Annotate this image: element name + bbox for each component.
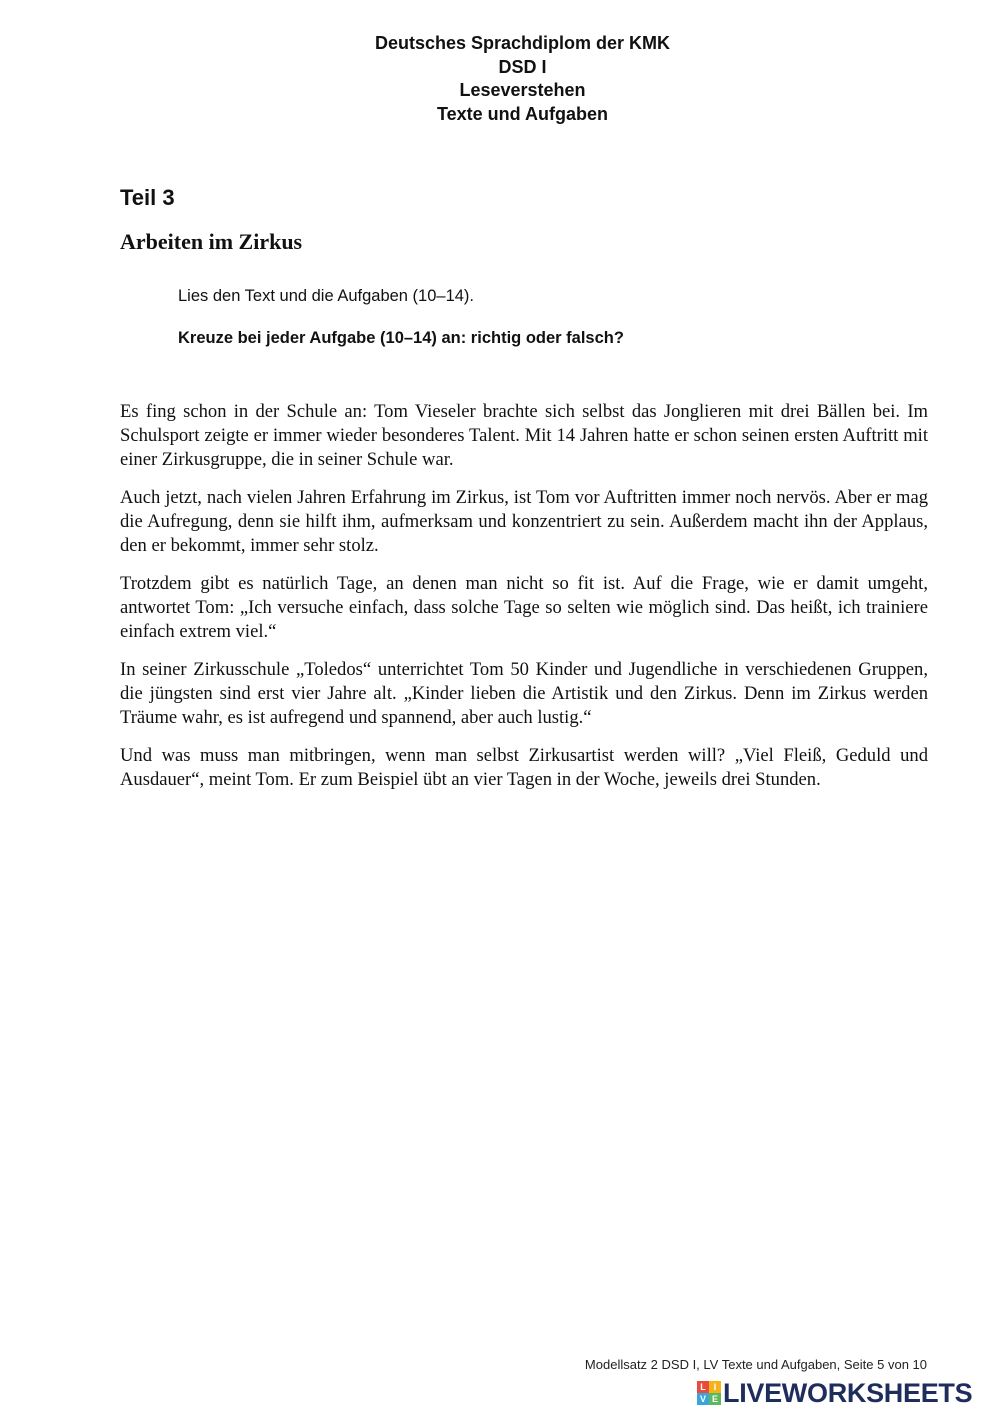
page-footer: Modellsatz 2 DSD I, LV Texte und Aufgaben, Seite 5 von 10 xyxy=(584,1357,927,1372)
logo-letter: I xyxy=(709,1381,721,1393)
document-header xyxy=(0,32,1000,126)
paragraph: Auch jetzt, nach vielen Jahren Erfahrung im Zirkus, ist Tom vor Auftritten immer noch nervös. Aber er mag die Aufregung, denn sie hilft ihm, aufmerksam und konzentriert zu sein. Außerdem macht ihn der Applaus, den er bekommt, immer sehr stolz. xyxy=(120,487,928,556)
logo-letter: E xyxy=(709,1393,721,1405)
paragraph: Trotzdem gibt es natürlich Tage, an denen man nicht so fit ist. Auf die Frage, wie er damit umgeht, antwortet Tom: „Ich versuche einfach, dass solche Tage so selten wie möglich sind. Das heißt, ich trainiere einfach extrem viel.“ xyxy=(120,573,928,642)
reading-text xyxy=(120,400,928,806)
header-line-skill: Leseverstehen xyxy=(459,80,586,100)
brand-name: LIVEWORKSHEETS xyxy=(723,1378,973,1408)
instruction-task: Kreuze bei jeder Aufgabe (10–14) an: richtig oder falsch? xyxy=(178,329,624,347)
text-title: Arbeiten im Zirkus xyxy=(120,229,303,254)
liveworksheets-brand[interactable] xyxy=(697,1380,972,1406)
header-line-exam: Deutsches Sprachdiplom der KMK xyxy=(374,33,671,53)
instruction-read: Lies den Text und die Aufgaben (10–14). xyxy=(178,287,475,305)
paragraph: Es fing schon in der Schule an: Tom Vieseler brachte sich selbst das Jonglieren mit drei Bällen bei. Im Schulsport zeigte er immer wieder besonderes Talent. Mit 14 Jahren hatte er schon seinen ersten Auftritt mit einer Zirkusgruppe, die in seiner Schule war. xyxy=(120,401,928,470)
section-title: Teil 3 xyxy=(120,185,175,210)
logo-letter: V xyxy=(697,1393,709,1405)
header-line-level: DSD I xyxy=(498,56,547,77)
logo-letter: L xyxy=(697,1381,709,1393)
liveworksheets-logo-icon xyxy=(697,1381,721,1405)
header-line-type: Texte und Aufgaben xyxy=(437,103,608,124)
paragraph: Und was muss man mitbringen, wenn man selbst Zirkusartist werden will? „Viel Fleiß, Geduld und Ausdauer“, meint Tom. Er zum Beispiel übt an vier Tagen in der Woche, jeweils drei Stunden. xyxy=(120,745,928,790)
paragraph: In seiner Zirkusschule „Toledos“ unterrichtet Tom 50 Kinder und Jugendliche in verschiedenen Gruppen, die jüngsten sind erst vier Jahre alt. „Kinder lieben die Artistik und den Zirkus. Denn im Zirkus werden Träume wahr, es ist aufregend und spannend, aber auch lustig.“ xyxy=(120,659,928,728)
